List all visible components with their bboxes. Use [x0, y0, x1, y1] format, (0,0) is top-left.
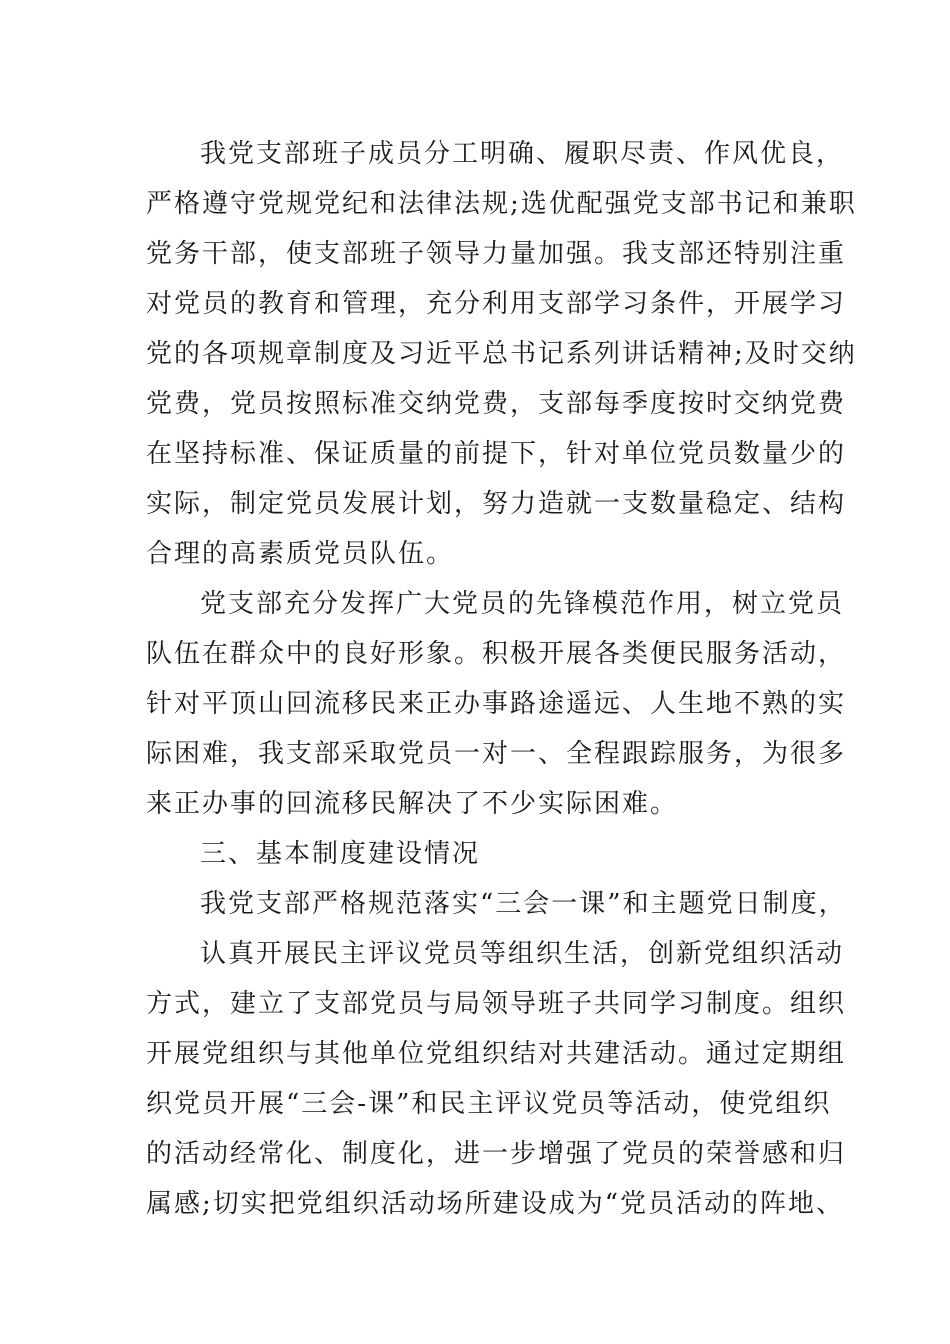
text-line-1: 我党支部班子成员分工明确、履职尽责、作风优良，: [200, 139, 845, 169]
text-line-5: 党的各项规章制度及习近平总书记系列讲话精神;及时交纳: [146, 339, 857, 369]
text-line-4: 对党员的教育和管理，充分利用支部学习条件，开展学习: [146, 289, 847, 319]
text-line-18: 方式，建立了支部党员与局领导班子共同学习制度。组织: [146, 989, 847, 1019]
text-line-10: 党支部充分发挥广大党员的先锋模范作用，树立党员: [200, 589, 845, 619]
text-line-16: 我党支部严格规范落实“三会一课”和主题党日制度，: [200, 889, 847, 919]
text-line-6: 党费，党员按照标准交纳党费，支部每季度按时交纳党费: [146, 389, 847, 419]
text-line-12: 针对平顶山回流移民来正办事路途遥远、人生地不熟的实: [146, 689, 847, 719]
text-line-8: 实际，制定党员发展计划，努力造就一支数量稳定、结构: [146, 489, 847, 519]
text-line-21: 的活动经常化、制度化，进一步增强了党员的荣誉感和归: [146, 1139, 847, 1169]
text-line-14: 来正办事的回流移民解决了不少实际困难。: [146, 789, 679, 819]
text-line-17: 认真开展民主评议党员等组织生活，创新党组织活动: [200, 939, 845, 969]
text-line-9: 合理的高素质党员队伍。: [146, 539, 455, 569]
text-line-20: 织党员开展“三会-课”和民主评议党员等活动，使党组织: [146, 1089, 832, 1119]
section-heading: 三、基本制度建设情况: [200, 839, 481, 869]
text-line-19: 开展党组织与其他单位党组织结对共建活动。通过定期组: [146, 1039, 847, 1069]
text-line-13: 际困难，我支部采取党员一对一、全程跟踪服务，为很多: [146, 739, 847, 769]
text-line-11: 队伍在群众中的良好形象。积极开展各类便民服务活动，: [146, 639, 847, 669]
text-line-22: 属感;切实把党组织活动场所建设成为“党员活动的阵地、: [146, 1189, 845, 1219]
text-line-3: 党务干部，使支部班子领导力量加强。我支部还特别注重: [146, 239, 847, 269]
text-line-7: 在坚持标准、保证质量的前提下，针对单位党员数量少的: [146, 439, 847, 469]
text-line-2: 严格遵守党规党纪和法律法规;选优配强党支部书记和兼职: [146, 189, 857, 219]
